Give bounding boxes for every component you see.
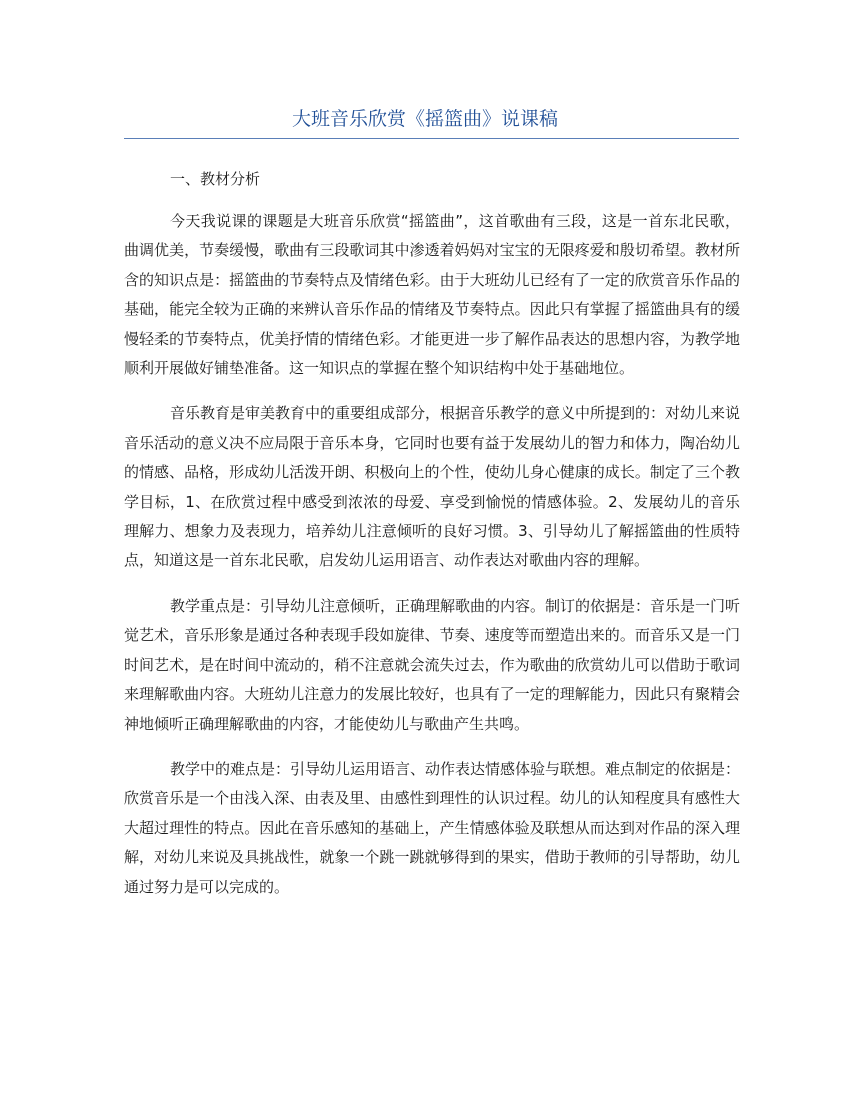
- document-title: 大班音乐欣赏《摇篮曲》说课稿: [291, 108, 558, 130]
- paragraph-3: 教学重点是：引导幼儿注意倾听，正确理解歌曲的内容。制订的依据是：音乐是一门听觉艺术，音乐形象是通过各种表现手段如旋律、节奏、速度等而塑造出来的。而音乐又是一门时间艺术，是在时间中流动的，稍不注意就会流失过去，作为歌曲的欣赏幼儿可以借助于歌词来理解歌曲内容。大班幼儿注意力的发展比较好，也具有了一定的理解能力，因此只有聚精会神地倾听正确理解歌曲的内容，才能使幼儿与歌曲产生共鸣。: [124, 596, 741, 733]
- document-body: [124, 164, 740, 902]
- paragraph-1: 今天我说课的课题是大班音乐欣赏“摇篮曲”，这首歌曲有三段，这是一首东北民歌，曲调优美，节奏缓慢，歌曲有三段歌词其中渗透着妈妈对宝宝的无限疼爱和殷切希望。教材所含的知识点是：摇篮曲的节奏特点及情绪色彩。由于大班幼儿已经有了一定的欣赏音乐作品的基础，能完全较为正确的来辨认音乐作品的情绪及节奏特点。因此只有掌握了摇篮曲具有的缓慢轻柔的节奏特点，优美抒情的情绪色彩。才能更进一步了解作品表达的思想内容，为教学地顺利开展做好铺垫准备。这一知识点的掌握在整个知识结构中处于基础地位。: [124, 212, 740, 378]
- paragraph-4: 教学中的难点是：引导幼儿运用语言、动作表达情感体验与联想。难点制定的依据是：欣赏音乐是一个由浅入深、由表及里、由感性到理性的认识过程。幼儿的认知程度具有感性大大超过理性的特点。因此在音乐感知的基础上，产生情感体验及联想从而达到对作品的深入理解，对幼儿来说及具挑战性，就象一个跳一跳就够得到的果实，借助于教师的引导帮助，幼儿通过努力是可以完成的。: [124, 759, 741, 896]
- title-underline: [124, 138, 739, 139]
- section-heading: 一、教材分析: [170, 170, 261, 188]
- paragraph-2: 音乐教育是审美教育中的重要组成部分，根据音乐教学的意义中所提到的：对幼儿来说音乐活动的意义决不应局限于音乐本身，它同时也要有益于发展幼儿的智力和体力，陶冶幼儿的情感、品格，形成幼儿活泼开朗、积极向上的个性，使幼儿身心健康的成长。制定了三个教学目标，1、在欣赏过程中感受到浓浓的母爱、享受到愉悦的情感体验。2、发展幼儿的音乐理解力、想象力及表现力，培养幼儿注意倾听的良好习惯。3、引导幼儿了解摇篮曲的性质特点，知道这是一首东北民歌，启发幼儿运用语言、动作表达对歌曲内容的理解。: [124, 404, 741, 570]
